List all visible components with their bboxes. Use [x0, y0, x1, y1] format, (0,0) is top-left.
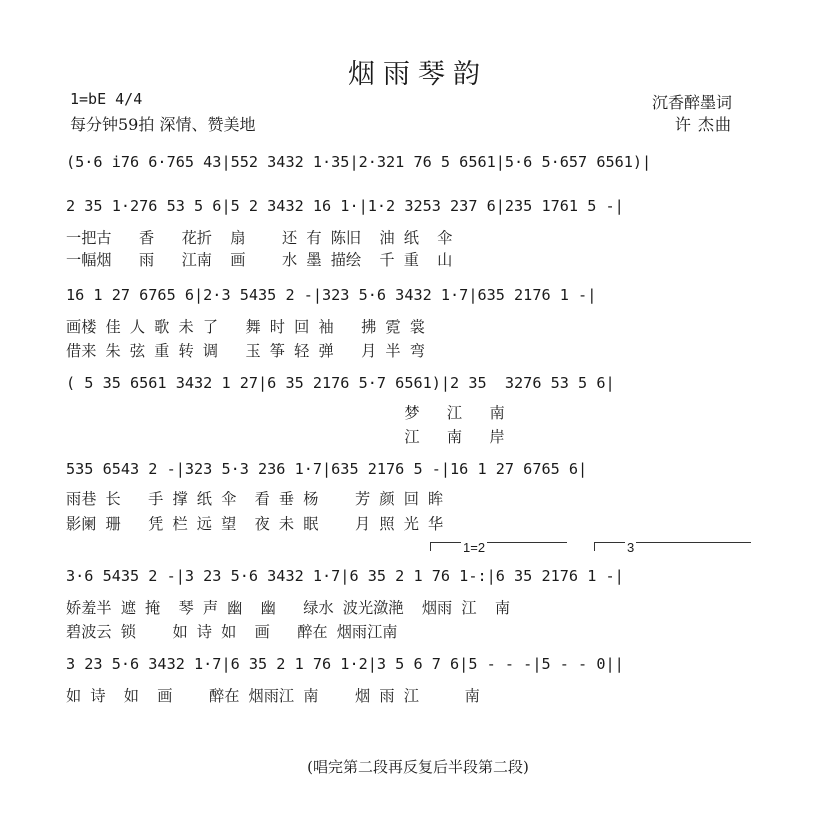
- lyric-row-5-verse-1: 雨巷 长 手 撑 纸 伞 看 垂 杨 芳 颜 回 眸: [66, 490, 444, 508]
- key-signature: 1=bE 4/4: [70, 90, 143, 108]
- notation-row-6: 3·6 5435 2 -|3 23 5·6 3432 1·7|6 35 2 1 76 1-:|6 35 2176 1 -|: [66, 567, 624, 585]
- lyric-row-3-verse-2: 借来 朱 弦 重 转 调 玉 筝 轻 弹 月 半 弯: [66, 342, 425, 360]
- notation-row-2: 2 35 1·276 53 5 6|5 2 3432 16 1·|1·2 3253 237 6|235 1761 5 -|: [66, 197, 624, 215]
- lyric-row-4-verse-2: 江 南 岸: [66, 428, 505, 446]
- composer-credit: 许 杰曲: [674, 115, 732, 134]
- lyric-row-3-verse-1: 画楼 佳 人 歌 未 了 舞 时 回 袖 拂 霓 裳: [66, 318, 425, 336]
- tempo-marking: 每分钟59拍 深情、赞美地: [70, 115, 256, 134]
- lyric-row-2-verse-1: 一把古 香 花折 扇 还 有 陈旧 油 纸 伞: [66, 229, 453, 247]
- second-ending-bracket: [594, 540, 751, 555]
- notation-row-3: 16 1 27 6765 6|2·3 5435 2 -|323 5·6 3432 1·7|635 2176 1 -|: [66, 286, 597, 304]
- lyric-row-6-verse-1: 娇羞半 遮 掩 琴 声 幽 幽 绿水 波光潋滟 烟雨 江 南: [66, 599, 511, 617]
- lyric-row-7-verse-1: 如 诗 如 画 醉在 烟雨江 南 烟 雨 江 南: [66, 687, 480, 705]
- notation-row-1: (5·6 i76 6·765 43|552 3432 1·35|2·321 76 5 6561|5·6 5·657 6561)|: [66, 153, 652, 171]
- first-ending-bracket: [430, 540, 567, 555]
- lyric-row-4-verse-1: 梦 江 南: [66, 404, 505, 422]
- first-ending-label: 1=2: [463, 540, 486, 555]
- lyric-row-5-verse-2: 影阑 珊 凭 栏 远 望 夜 未 眠 月 照 光 华: [66, 515, 444, 533]
- notation-row-7: 3 23 5·6 3432 1·7|6 35 2 1 76 1·2|3 5 6 7 6|5 - - -|5 - - 0||: [66, 655, 624, 673]
- lyric-row-2-verse-2: 一幅烟 雨 江南 画 水 墨 描绘 千 重 山: [66, 251, 453, 269]
- performance-note: (唱完第二段再反复后半段第二段): [307, 758, 529, 776]
- song-title: 烟雨琴韵: [348, 59, 488, 90]
- lyric-row-6-verse-2: 碧波云 锁 如 诗 如 画 醉在 烟雨江南: [66, 623, 398, 641]
- notation-row-5: 535 6543 2 -|323 5·3 236 1·7|635 2176 5 -|16 1 27 6765 6|: [66, 460, 588, 478]
- second-ending-label: 3: [627, 540, 635, 555]
- lyricist-credit: 沉香醉墨词: [651, 93, 732, 112]
- notation-row-4: ( 5 35 6561 3432 1 27|6 35 2176 5·7 6561)|2 35 3276 53 5 6|: [66, 374, 615, 392]
